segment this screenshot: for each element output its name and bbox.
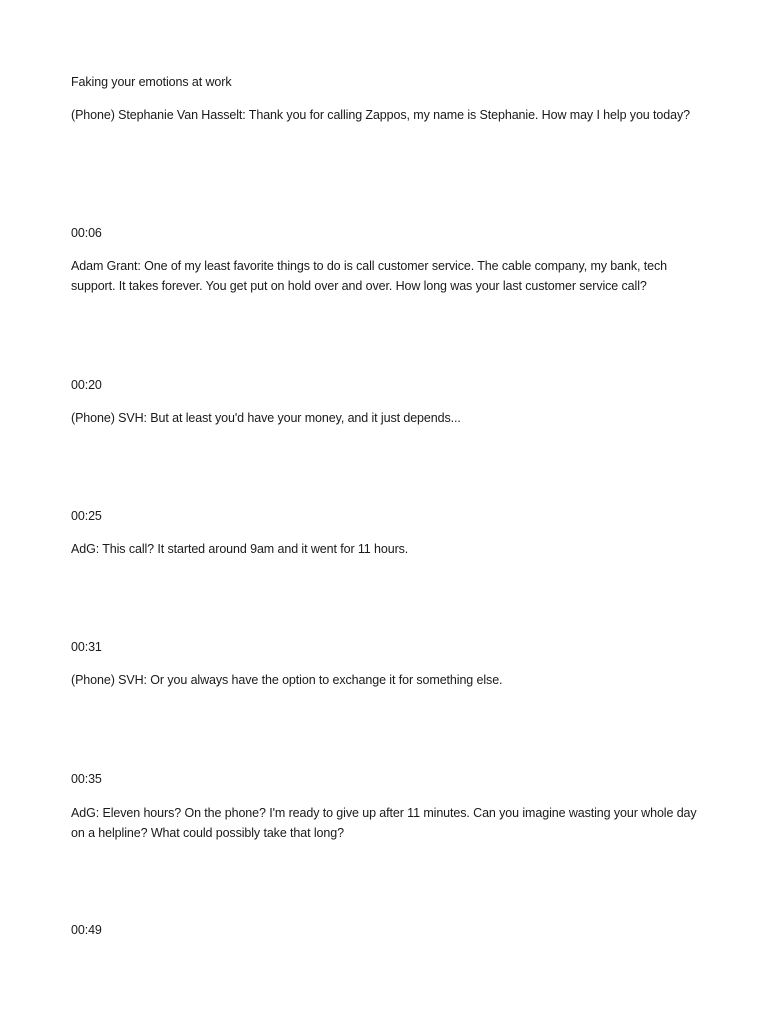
transcript-paragraph: (Phone) Stephanie Van Hasselt: Thank you for calling Zappos, my name is Stephanie. How may I help you today? [71, 108, 690, 122]
transcript-paragraph: Adam Grant: One of my least favorite things to do is call customer service. The cable company, my bank, tech support. It takes forever. You get put on hold over and over. How long was your last customer service call? [71, 259, 667, 293]
document-title: Faking your emotions at work [71, 75, 232, 89]
timestamp: 00:25 [71, 509, 102, 523]
timestamp: 00:06 [71, 226, 102, 240]
transcript-paragraph: AdG: This call? It started around 9am and it went for 11 hours. [71, 542, 409, 556]
timestamp: 00:35 [71, 772, 102, 786]
transcript-paragraph: (Phone) SVH: But at least you'd have your money, and it just depends... [71, 411, 461, 425]
timestamp: 00:20 [71, 378, 102, 392]
transcript-paragraph: (Phone) SVH: Or you always have the option to exchange it for something else. [71, 673, 503, 687]
timestamp: 00:31 [71, 640, 102, 654]
transcript-paragraph: AdG: Eleven hours? On the phone? I'm ready to give up after 11 minutes. Can you imagine wasting your whole day on a helpline? What could possibly take that long? [71, 806, 697, 840]
timestamp: 00:49 [71, 923, 102, 937]
